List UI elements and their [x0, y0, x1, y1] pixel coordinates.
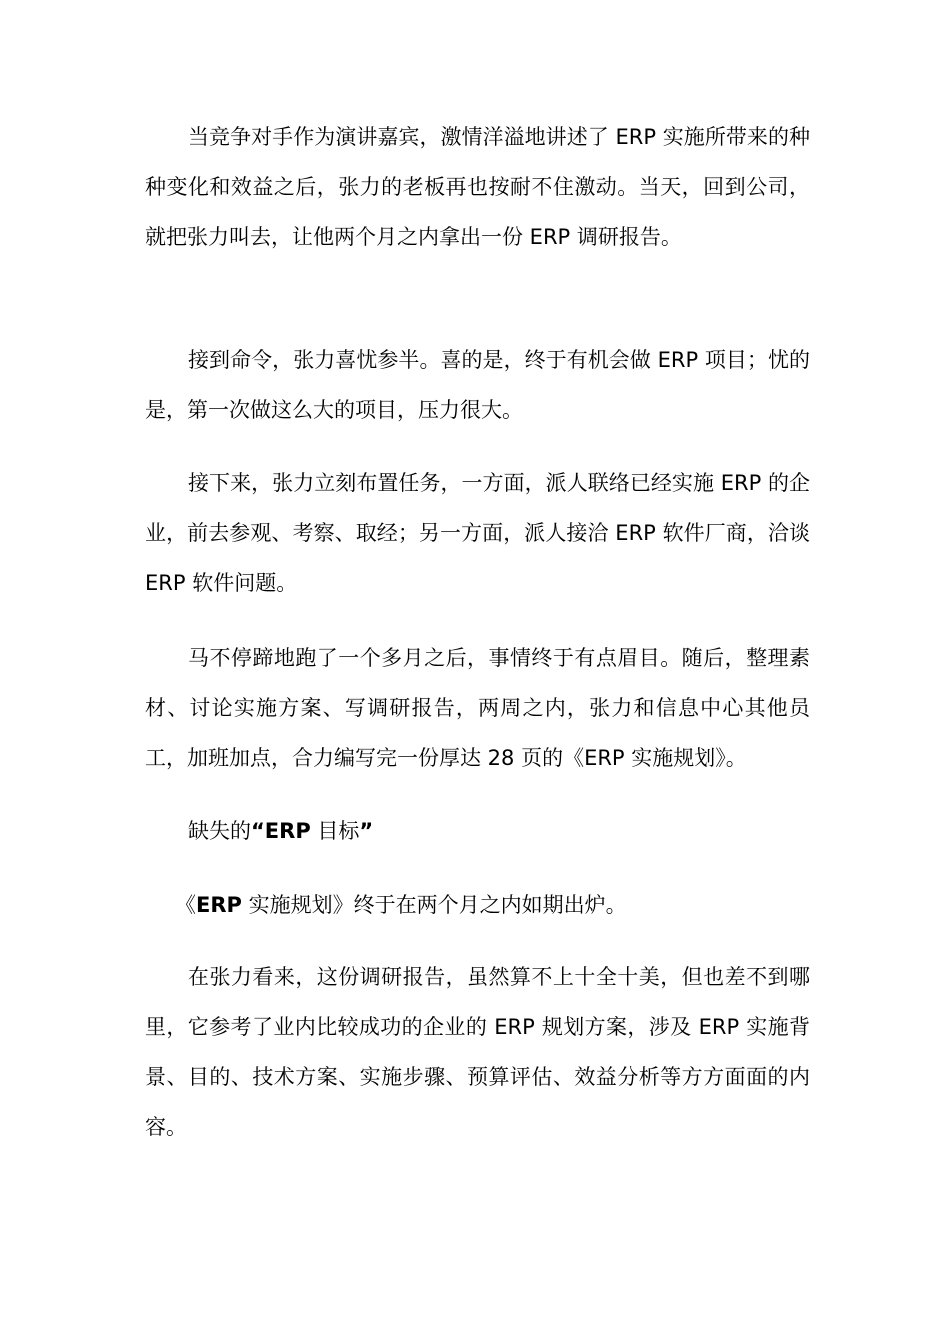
paragraph-competitor-speech: 当竞争对手作为演讲嘉宾，激情洋溢地讲述了 ERP 实施所带来的种种变化和效益之后，张力的老板再也按耐不住激动。当天，回到公司，就把张力叫去，让他两个月之内拿出一份 ERP 调研报告。 — [145, 125, 810, 249]
paragraph-write-report: 马不停蹄地跑了一个多月之后，事情终于有点眉目。随后，整理素材、讨论实施方案、写调研报告，两周之内，张力和信息中心其他员工，加班加点，合力编写完一份厚达 28 页的《ERP 实施规划》。 — [145, 646, 810, 770]
paragraph-report-evaluation: 在张力看来，这份调研报告，虽然算不上十全十美，但也差不到哪里，它参考了业内比较成功的企业的 ERP 规划方案，涉及 ERP 实施背景、目的、技术方案、实施步骤、预算评估、效益分析等方方面面的内容。 — [145, 965, 810, 1139]
heading-prefix: 缺失的 — [188, 819, 251, 843]
book-title-bold: ERP — [196, 893, 242, 917]
heading-middle: 目标 — [310, 819, 360, 843]
paragraph-plan-released — [145, 880, 810, 930]
heading-suffix: ” — [359, 819, 374, 843]
paragraph-arrange-tasks: 接下来，张力立刻布置任务，一方面，派人联络已经实施 ERP 的企业，前去参观、考察、取经；另一方面，派人接洽 ERP 软件厂商，洽谈 ERP 软件问题。 — [145, 471, 810, 595]
book-title-open: 《 — [175, 893, 196, 917]
section-heading — [145, 806, 810, 856]
plan-released-text: 实施规划》终于在两个月之内如期出炉。 — [241, 893, 627, 917]
paragraph-receive-order: 接到命令，张力喜忧参半。喜的是，终于有机会做 ERP 项目；忧的是，第一次做这么大的项目，压力很大。 — [145, 348, 810, 422]
heading-bold-text: “ERP — [251, 819, 311, 843]
